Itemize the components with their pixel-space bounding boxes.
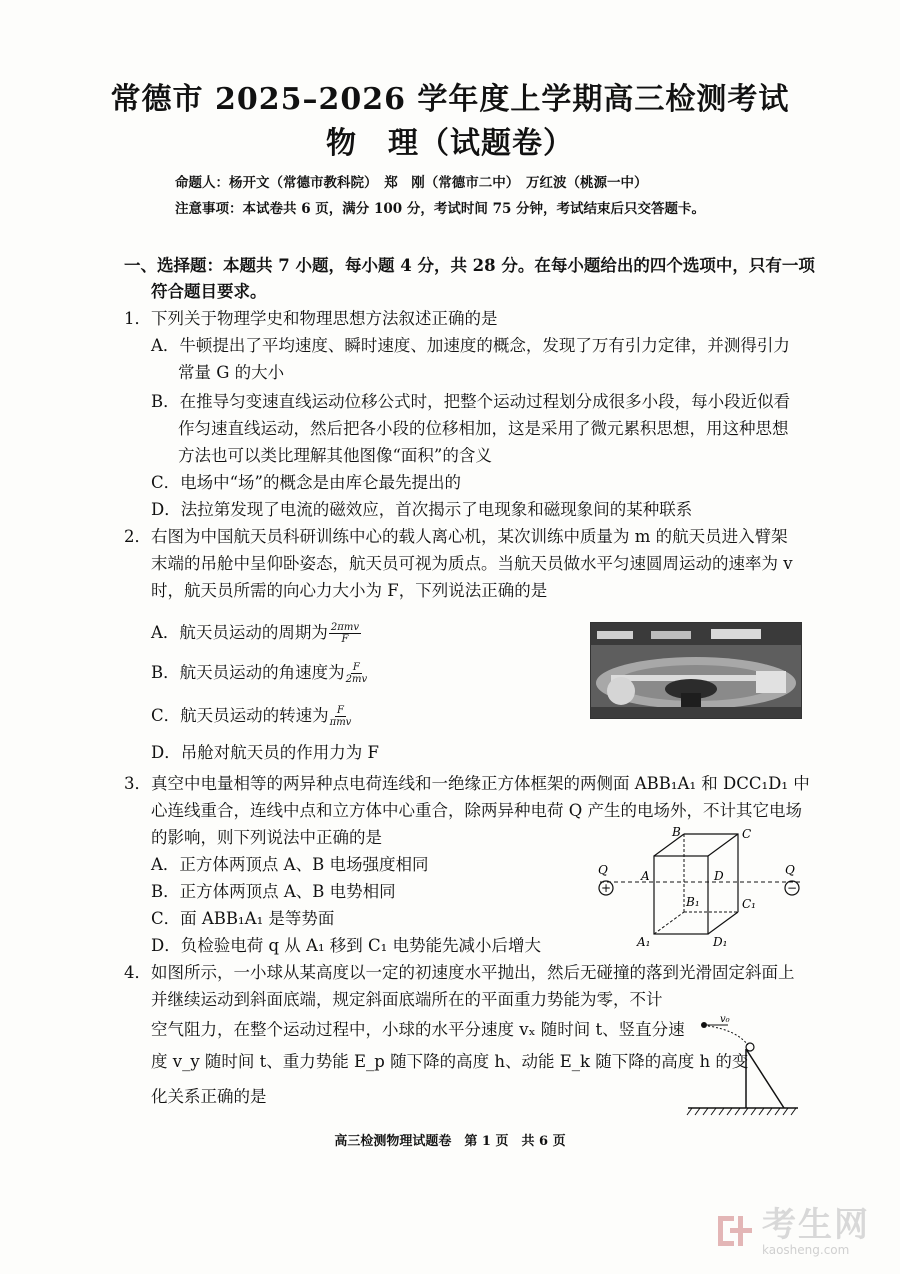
watermark-url: kaosheng.com (762, 1243, 850, 1257)
page-footer: 高三检测物理试题卷 第 1 页 共 6 页 (334, 1134, 566, 1149)
q2-option-c: C．航天员运动的转速为 $\frac{F}{\text{πmv}}$ (151, 705, 352, 728)
q1-stem: 1．下列关于物理学史和物理思想方法叙述正确的是 (124, 309, 498, 328)
q3-option-c: C．面 ABB₁A₁ 是等势面 (151, 909, 335, 928)
label-q-left: Q (598, 863, 608, 877)
label-b1: B₁ (686, 895, 700, 909)
q4-stem: 4．如图所示，一小球从某高度以一定的初速度水平抛出，然后无碰撞的落到光滑固定斜面上 (124, 963, 795, 982)
authors-line: 命题人：杨开文（常德市教科院） 郑 刚（常德市二中） 万红波（桃源一中） (175, 175, 648, 191)
q2-stem: 2．右图为中国航天员科研训练中心的载人离心机，某次训练中质量为 m 的航天员进入臂架 (124, 527, 788, 546)
q3-option-d: D．负检验电荷 q 从 A₁ 移到 C₁ 电势能先减小后增大 (151, 936, 542, 955)
q1-option-b: B．在推导匀变速直线运动位移公式时，把整个运动过程划分成很多小段，每小段近似看 (151, 392, 791, 411)
q3-option-a: A．正方体两顶点 A、B 电场强度相同 (151, 855, 429, 874)
label-b: B (672, 825, 681, 839)
fraction-angular-velocity: $\frac{F}{2mv}$ (345, 662, 368, 685)
cube-diagram (592, 824, 808, 950)
minus-sign: − (786, 881, 798, 895)
q2-stem-cont2: 时，航天员所需的向心力大小为 F，下列说法正确的是 (151, 581, 548, 600)
q4-stem-cont1: 并继续运动到斜面底端，规定斜面底端所在的平面重力势能为零，不计 (151, 990, 663, 1009)
fraction-rotation-speed: $\frac{F}{\text{πmv}}$ (329, 705, 352, 728)
q1-option-a-cont: 常量 G 的大小 (178, 363, 285, 382)
label-a1: A₁ (637, 935, 651, 949)
q4-stem-cont3: 度 v_y 随时间 t、重力势能 E_p 随下降的高度 h、动能 E_k 随下降的高度 h 的变 (151, 1052, 749, 1071)
notice-line: 注意事项：本试卷共 6 页，满分 100 分，考试时间 75 分钟，考试结束后只交答题卡。 (175, 201, 706, 217)
label-c1: C₁ (742, 897, 756, 911)
centrifuge-photo (590, 622, 802, 719)
label-q-right: Q (785, 863, 795, 877)
q1-option-d: D．法拉第发现了电流的磁效应，首次揭示了电现象和磁现象间的某种联系 (151, 500, 693, 519)
section-heading-cont: 符合题目要求。 (151, 282, 267, 301)
exam-title: 常德市 2025–2026 学年度上学期高三检测考试 (110, 82, 790, 117)
q3-option-b: B．正方体两顶点 A、B 电势相同 (151, 882, 396, 901)
q2-option-a: A．航天员运动的周期为 $\frac{\text{2πmv}}{F}$ (151, 622, 359, 645)
label-c: C (742, 827, 752, 841)
label-a: A (641, 869, 650, 883)
q2-stem-cont1: 末端的吊舱中呈仰卧姿态，航天员可视为质点。当航天员做水平匀速圆周运动的速率为 v (151, 554, 793, 573)
exam-subtitle: 物 理（试题卷） (326, 126, 574, 161)
q4-stem-cont4: 化关系正确的是 (151, 1087, 267, 1106)
label-v0: v₀ (720, 1016, 730, 1025)
plus-sign: + (600, 881, 612, 895)
incline-diagram (684, 1016, 800, 1120)
section-heading: 一、选择题：本题共 7 小题，每小题 4 分，共 28 分。在每小题给出的四个选项中，只有一项 (124, 256, 815, 275)
watermark (716, 1206, 870, 1256)
label-d: D (714, 869, 724, 883)
q1-option-c: C．电场中“场”的概念是由库仑最先提出的 (151, 473, 461, 492)
q1-option-b-cont1: 作匀速直线运动，然后把各小段的位移相加，这是采用了微元累积思想，用这种思想 (178, 419, 789, 438)
label-d1: D₁ (713, 935, 728, 949)
q1-option-a: A．牛顿提出了平均速度、瞬时速度、加速度的概念，发现了万有引力定律，并测得引力 (151, 336, 790, 355)
q1-option-b-cont2: 方法也可以类比理解其他图像“面积”的含义 (178, 446, 492, 465)
ball-start (701, 1022, 707, 1028)
q2-option-b: B．航天员运动的角速度为 $\frac{F}{2mv}$ (151, 662, 368, 685)
brand-logo-icon (716, 1212, 754, 1250)
fraction-period: $\frac{\text{2πmv}}{F}$ (330, 622, 359, 645)
q2-option-d: D．吊舱对航天员的作用力为 F (151, 743, 379, 762)
q3-stem-cont2: 的影响，则下列说法中正确的是 (151, 828, 382, 847)
q3-stem-cont1: 心连线重合，连线中点和立方体中心重合，除两异种电荷 Q 产生的电场外，不计其它电场 (151, 801, 803, 820)
watermark-brand: 考生网 (762, 1205, 870, 1245)
q4-stem-cont2: 空气阻力，在整个运动过程中，小球的水平分速度 vₓ 随时间 t、竖直分速 (151, 1020, 685, 1039)
q3-stem: 3．真空中电量相等的两异种点电荷连线和一绝缘正方体框架的两侧面 ABB₁A₁ 和 DCC₁D₁ 中 (124, 774, 810, 793)
